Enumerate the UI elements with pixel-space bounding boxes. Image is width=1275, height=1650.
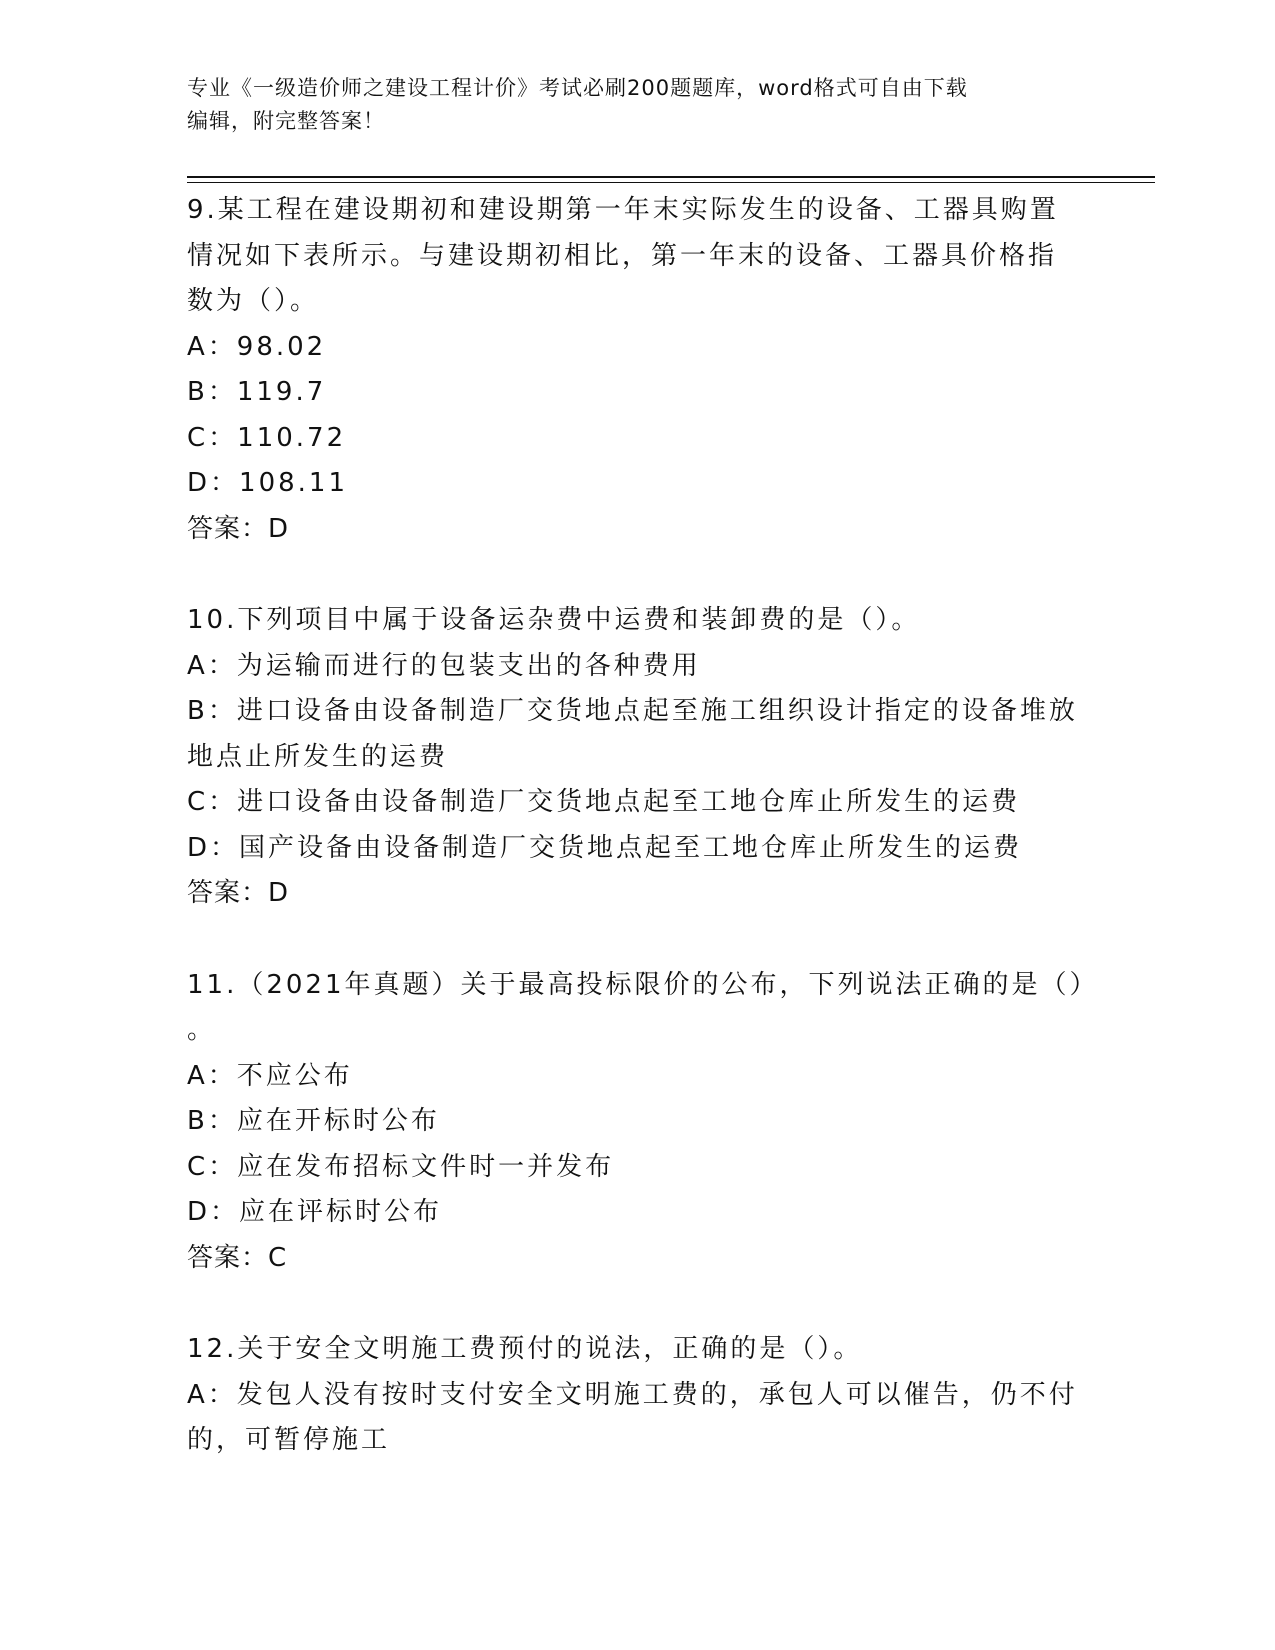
- option-d: D：国产设备由设备制造厂交货地点起至工地仓库止所发生的运费: [187, 832, 1023, 863]
- question-stem-line: 12.关于安全文明施工费预付的说法，正确的是（）。: [187, 1334, 863, 1364]
- header-divider-thin: [187, 182, 1155, 183]
- option-c: C：进口设备由设备制造厂交货地点起至工地仓库止所发生的运费: [187, 787, 1021, 817]
- question-stem-line: 9.某工程在建设期初和建设期第一年末实际发生的设备、工器具购置: [187, 195, 1059, 225]
- question-stem-line: 11.（2021年真题）关于最高投标限价的公布，下列说法正确的是（）: [187, 969, 1099, 1000]
- question-stem-line: 情况如下表所示。与建设期初相比，第一年末的设备、工器具价格指: [187, 240, 1058, 271]
- option-a-continued: 的，可暂停施工: [187, 1425, 391, 1455]
- header-line-1: 专业《一级造价师之建设工程计价》考试必刷200题题库，word格式可自由下载: [187, 76, 968, 100]
- question-item: [187, 598, 1077, 917]
- question-item: [187, 1327, 1077, 1464]
- answer-line: 答案：D: [187, 878, 290, 908]
- header-line-2: 编辑，附完整答案！: [187, 109, 385, 133]
- option-d: D：应在评标时公布: [187, 1197, 443, 1227]
- document-header: [187, 72, 1067, 138]
- question-spacer: [187, 552, 1077, 598]
- option-b: B：进口设备由设备制造厂交货地点起至施工组织设计指定的设备堆放: [187, 696, 1078, 726]
- option-a: A：98.02: [187, 331, 327, 362]
- option-d: D：108.11: [187, 468, 348, 498]
- header-divider-thick: [187, 176, 1155, 178]
- option-a: A：为运输而进行的包装支出的各种费用: [187, 650, 701, 681]
- question-stem-line: 。: [187, 1015, 217, 1045]
- answer-line: 答案：C: [187, 1242, 288, 1273]
- question-spacer: [187, 1281, 1077, 1327]
- question-stem-line: 10.下列项目中属于设备运杂费中运费和装卸费的是（）。: [187, 605, 921, 635]
- question-stem-line: 数为（）。: [187, 286, 320, 316]
- option-c: C：110.72: [187, 422, 347, 453]
- option-a: A：不应公布: [187, 1060, 353, 1091]
- question-list: [187, 188, 1099, 1464]
- question-spacer: [187, 917, 1077, 963]
- question-item: [187, 188, 1077, 552]
- answer-line: 答案：D: [187, 513, 290, 544]
- option-b: B：应在开标时公布: [187, 1106, 440, 1136]
- option-b-continued: 地点止所发生的运费: [187, 741, 449, 772]
- question-item: [187, 963, 1099, 1282]
- option-b: B：119.7: [187, 377, 327, 407]
- option-c: C：应在发布招标文件时一并发布: [187, 1151, 615, 1182]
- option-a: A：发包人没有按时支付安全文明施工费的，承包人可以催告，仍不付: [187, 1379, 1078, 1410]
